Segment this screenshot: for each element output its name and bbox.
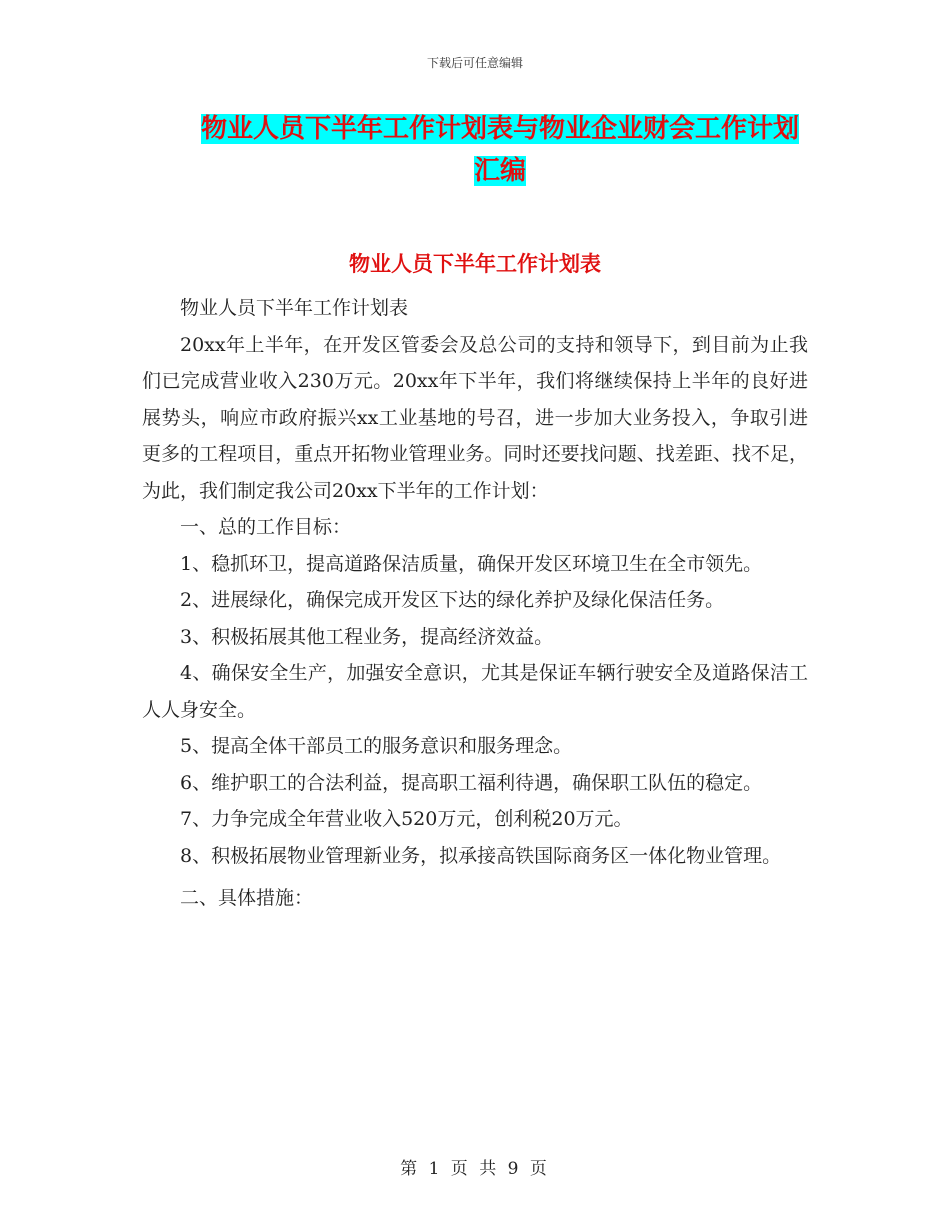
header-note: 下载后可任意编辑 <box>426 56 523 70</box>
paragraph: 7、力争完成全年营业收入520万元，创利税20万元。 <box>180 808 633 830</box>
page-footer: 第 1 页 共 9 页 <box>400 1159 550 1179</box>
section-title: 物业人员下半年工作计划表 <box>349 252 601 276</box>
paragraph: 5、提高全体干部员工的服务意识和服务理念。 <box>180 735 573 757</box>
paragraph: 6、维护职工的合法利益，提高职工福利待遇，确保职工队伍的稳定。 <box>180 771 763 794</box>
paragraph: 2、进展绿化，确保完成开发区下达的绿化养护及绿化保洁任务。 <box>180 589 725 611</box>
paragraph: 物业人员下半年工作计划表 <box>180 297 409 319</box>
document-title-line2: 汇编 <box>473 156 526 186</box>
body-text <box>142 290 808 917</box>
paragraph: 3、积极拓展其他工程业务，提高经济效益。 <box>180 625 554 648</box>
document-title-line1: 物业人员下半年工作计划表与物业企业财会工作计划 <box>200 114 799 144</box>
paragraph: 1、稳抓环卫，提高道路保洁质量，确保开发区环境卫生在全市领先。 <box>180 552 763 575</box>
paragraph: 8、积极拓展物业管理新业务，拟承接高铁国际商务区一体化物业管理。 <box>180 844 782 867</box>
document-title <box>190 108 810 192</box>
paragraph: 20xx年上半年，在开发区管委会及总公司的支持和领导下，到目前为止我们已完成营业收入230万元。20xx年下半年，我们将继续保持上半年的良好进展势头，响应市政府振兴xx工业基地的号召，进一步加大业务投入，争取引进更多的工程项目，重点开拓物业管理业务。同时还要找问题、找差距、找不足，为此，我们制定我公司20xx下半年的工作计划： <box>142 333 808 502</box>
paragraph: 一、总的工作目标： <box>180 516 352 538</box>
paragraph: 4、确保安全生产，加强安全意识，尤其是保证车辆行驶安全及道路保洁工人人身安全。 <box>142 662 808 721</box>
paragraph: 二、具体措施： <box>180 887 314 909</box>
